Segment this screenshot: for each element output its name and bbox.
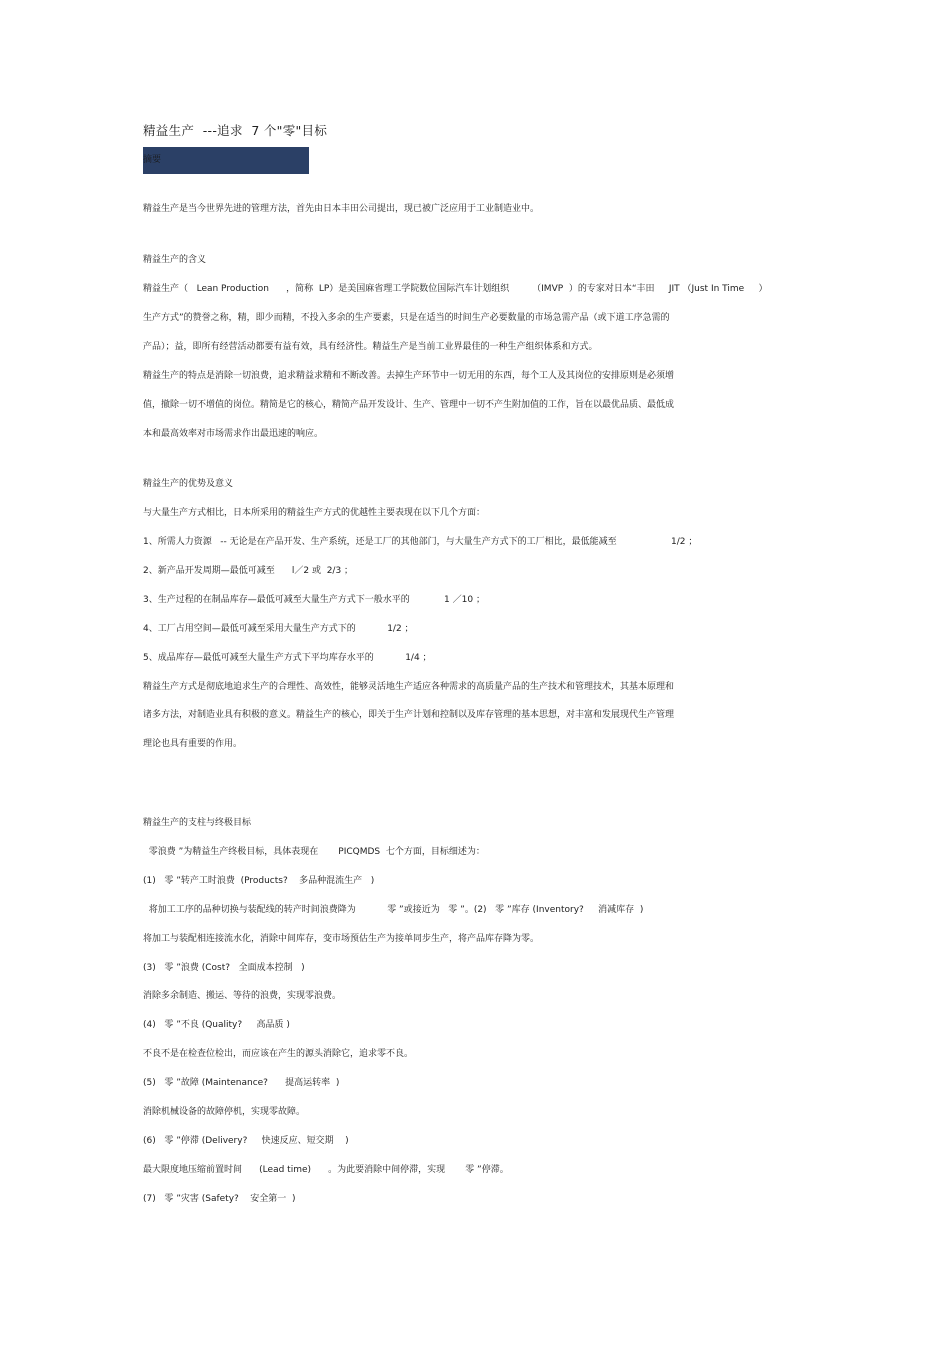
section-heading: 精益生产的支柱与终极目标 — [143, 818, 252, 828]
paragraph-line: 诸多方法，对制造业具有积极的意义。精益生产的核心，即关于生产计划和控制以及库存管理的基本思想，对丰富和发展现代生产管理 — [143, 710, 675, 720]
paragraph-line: 消除多余制造、搬运、等待的浪费，实现零浪费。 — [143, 991, 342, 1001]
list-item: 2、新产品开发周期—最低可减至 l／2 或 2/3 ； — [143, 566, 354, 576]
paragraph-line: 理论也具有重要的作用。 — [143, 739, 243, 749]
paragraph-line: 不良不是在检查位检出，而应该在产生的源头消除它，追求零不良。 — [143, 1049, 414, 1059]
goal-heading: (4) 零 ”不良 (Quality? 高品质 ) — [143, 1020, 290, 1030]
paragraph-line: 最大限度地压缩前置时间 (Lead time) 。为此要消除中间停滞，实现 零 ”停滞。 — [143, 1165, 509, 1175]
section-heading: 精益生产的优势及意义 — [143, 479, 234, 489]
paragraph-line: 与大量生产方式相比，日本所采用的精益生产方式的优越性主要表现在以下几个方面： — [143, 508, 486, 518]
abstract-label: 摘要 — [143, 155, 162, 165]
document-title: 精益生产 ---追求 7 个"零"目标 — [143, 123, 328, 138]
paragraph-line: 值，撤除一切不增值的岗位。精简是它的核心，精简产品开发设计、生产、管理中一切不产生附加值的工作，旨在以最优品质、最低成 — [143, 400, 675, 410]
goal-heading: (1) 零 ”转产工时浪费 (Products? 多品种混流生产 ) — [143, 876, 375, 886]
list-item: 1、所需人力资源 -- 无论是在产品开发、生产系统，还是工厂的其他部门，与大量生产方式下的工厂相比，最低能减至 1/2 ； — [143, 537, 698, 547]
goal-heading: (7) 零 ”灾害 (Safety? 安全第一 ) — [143, 1194, 296, 1204]
paragraph-line: 精益生产方式是彻底地追求生产的合理性、高效性，能够灵活地生产适应各种需求的高质量产品的生产技术和管理技术，其基本原理和 — [143, 682, 675, 692]
paragraph-line: 将加工与装配相连接流水化，消除中间库存，变市场预估生产为接单同步生产，将产品库存降为零。 — [143, 934, 540, 944]
list-item: 5、成品库存—最低可减至大量生产方式下平均库存水平的 1/4 ； — [143, 653, 432, 663]
paragraph-line: 消除机械设备的故障停机，实现零故障。 — [143, 1107, 306, 1117]
paragraph-line: 精益生产的特点是消除一切浪费，追求精益求精和不断改善。去掉生产环节中一切无用的东西，每个工人及其岗位的安排原则是必须增 — [143, 371, 675, 381]
paragraph-line: 生产方式”的赞誉之称，精，即少而精，不投入多余的生产要素，只是在适当的时间生产必要数量的市场急需产品（或下道工序急需的 — [143, 313, 670, 323]
paragraph-line: 精益生产（ Lean Production ，简称 LP）是美国麻省理工学院数位国际汽车计划组织 （IMVP ）的专家对日本“丰田 JIT （Just In Time ） — [143, 284, 768, 294]
paragraph-line: 将加工工序的品种切换与装配线的转产时间浪费降为 零 ”或接近为 零 ”。(2) 零 ”库存 (Inventory? 消减库存 ) — [143, 905, 644, 915]
paragraph-line: 精益生产是当今世界先进的管理方法，首先由日本丰田公司提出，现已被广泛应用于工业制造业中。 — [143, 204, 540, 214]
section-heading: 精益生产的含义 — [143, 255, 207, 265]
list-item: 4、工厂占用空间—最低可减至采用大量生产方式下的 1/2 ； — [143, 624, 414, 634]
paragraph-line: 产品）；益，即所有经营活动都要有益有效，具有经济性。精益生产是当前工业界最佳的一种生产组织体系和方式。 — [143, 342, 598, 352]
goal-heading: (6) 零 ”停滞 (Delivery? 快速反应、短交期 ) — [143, 1136, 349, 1146]
abstract-bar — [143, 147, 309, 174]
goal-heading: (3) 零 ”浪费 (Cost? 全面成本控制 ) — [143, 963, 305, 973]
paragraph-line: 本和最高效率对市场需求作出最迅速的响应。 — [143, 429, 324, 439]
goal-heading: (5) 零 ”故障 (Maintenance? 提高运转率 ) — [143, 1078, 340, 1088]
list-item: 3、生产过程的在制品库存—最低可减至大量生产方式下一般水平的 1 ／10 ； — [143, 595, 485, 605]
paragraph-line: 零浪费 ”为精益生产终极目标，具体表现在 PICQMDS 七个方面，目标细述为： — [143, 847, 485, 857]
